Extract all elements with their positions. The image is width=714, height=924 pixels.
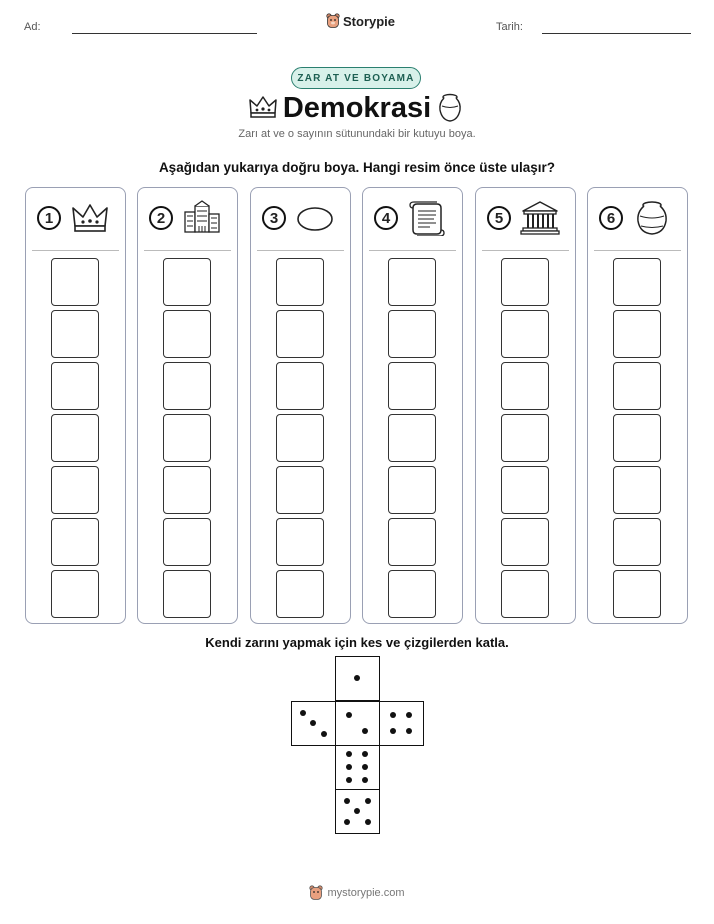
bear-mascot-icon (309, 885, 323, 901)
dice-face-6 (335, 745, 380, 790)
dice-column-4 (362, 187, 463, 624)
color-box[interactable] (501, 570, 549, 618)
color-box[interactable] (388, 310, 436, 358)
dice-pip (321, 731, 327, 737)
column-divider (594, 250, 681, 251)
activity-badge: ZAR AT VE BOYAMA (291, 67, 421, 89)
column-number: 2 (149, 206, 173, 230)
color-box[interactable] (501, 414, 549, 462)
color-box[interactable] (388, 518, 436, 566)
dice-pip (406, 728, 412, 734)
color-box[interactable] (276, 362, 324, 410)
dice-face-5 (335, 789, 380, 834)
color-box[interactable] (613, 570, 661, 618)
town-buildings-icon (182, 200, 222, 236)
color-box[interactable] (276, 414, 324, 462)
column-number: 4 (374, 206, 398, 230)
dice-pip (344, 798, 350, 804)
color-box[interactable] (613, 414, 661, 462)
date-label: Tarih: (496, 21, 523, 33)
dice-column-3 (250, 187, 351, 624)
dice-pip (354, 808, 360, 814)
color-box[interactable] (163, 362, 211, 410)
color-box[interactable] (613, 310, 661, 358)
column-divider (369, 250, 456, 251)
column-number: 3 (262, 206, 286, 230)
color-box[interactable] (501, 518, 549, 566)
color-box[interactable] (501, 310, 549, 358)
dice-pip (390, 728, 396, 734)
date-line (542, 33, 691, 34)
color-box[interactable] (51, 362, 99, 410)
crown-icon (248, 95, 278, 119)
color-box[interactable] (51, 310, 99, 358)
page-title: Demokrasi (282, 92, 432, 124)
color-box[interactable] (51, 258, 99, 306)
color-box[interactable] (388, 466, 436, 514)
dice-pip (344, 819, 350, 825)
name-label: Ad: (24, 21, 41, 33)
color-box[interactable] (613, 258, 661, 306)
footer (0, 885, 714, 901)
dice-pip (362, 728, 368, 734)
scroll-icon (407, 200, 447, 236)
dice-column-1 (25, 187, 126, 624)
dice-pip (310, 720, 316, 726)
name-line (72, 33, 257, 34)
dice-face-3 (291, 701, 336, 746)
dice-pip (362, 764, 368, 770)
bear-mascot-icon (326, 13, 340, 29)
color-box[interactable] (163, 570, 211, 618)
color-box[interactable] (388, 414, 436, 462)
dice-column-2 (137, 187, 238, 624)
dice-column-6 (587, 187, 688, 624)
urn-icon (436, 93, 464, 123)
color-box[interactable] (388, 570, 436, 618)
color-box[interactable] (51, 570, 99, 618)
color-box[interactable] (163, 466, 211, 514)
dice-face-2 (335, 701, 380, 746)
column-divider (257, 250, 344, 251)
dice-instruction: Kendi zarını yapmak için kes ve çizgilerden katla. (205, 635, 509, 650)
color-box[interactable] (276, 466, 324, 514)
dice-pip (346, 751, 352, 757)
column-divider (482, 250, 569, 251)
crown-icon (70, 200, 110, 236)
dice-column-5 (475, 187, 576, 624)
color-box[interactable] (613, 518, 661, 566)
dice-pip (354, 675, 360, 681)
color-box[interactable] (163, 518, 211, 566)
column-divider (32, 250, 119, 251)
dice-pip (365, 798, 371, 804)
dice-pip (300, 710, 306, 716)
dice-face-4 (379, 701, 424, 746)
dice-pip (346, 712, 352, 718)
color-box[interactable] (51, 466, 99, 514)
color-box[interactable] (163, 258, 211, 306)
dice-pip (346, 764, 352, 770)
greek-temple-icon (520, 200, 560, 236)
color-box[interactable] (276, 518, 324, 566)
dice-face-1 (335, 656, 380, 701)
color-box[interactable] (613, 362, 661, 410)
subtitle: Zarı at ve o sayının sütunundaki bir kutuyu boya. (238, 128, 476, 140)
brand-name: Storypie (343, 13, 396, 29)
coloring-instruction: Aşağıdan yukarıya doğru boya. Hangi resim önce üste ulaşır? (158, 160, 556, 175)
column-divider (144, 250, 231, 251)
color-box[interactable] (501, 258, 549, 306)
urn-icon (632, 200, 672, 236)
color-box[interactable] (163, 310, 211, 358)
brand-logo (326, 13, 395, 29)
color-box[interactable] (51, 518, 99, 566)
footer-url: mystorypie.com (327, 887, 405, 899)
color-box[interactable] (613, 466, 661, 514)
dice-pip (406, 712, 412, 718)
color-box[interactable] (276, 570, 324, 618)
color-box[interactable] (51, 414, 99, 462)
dice-pip (362, 777, 368, 783)
color-box[interactable] (276, 258, 324, 306)
color-box[interactable] (388, 258, 436, 306)
dice-pip (362, 751, 368, 757)
color-box[interactable] (388, 362, 436, 410)
column-number: 6 (599, 206, 623, 230)
dice-pip (346, 777, 352, 783)
pebble-icon (295, 200, 335, 236)
color-box[interactable] (276, 310, 324, 358)
color-box[interactable] (501, 466, 549, 514)
column-number: 5 (487, 206, 511, 230)
dice-pip (365, 819, 371, 825)
dice-pip (390, 712, 396, 718)
color-box[interactable] (501, 362, 549, 410)
color-box[interactable] (163, 414, 211, 462)
column-number: 1 (37, 206, 61, 230)
